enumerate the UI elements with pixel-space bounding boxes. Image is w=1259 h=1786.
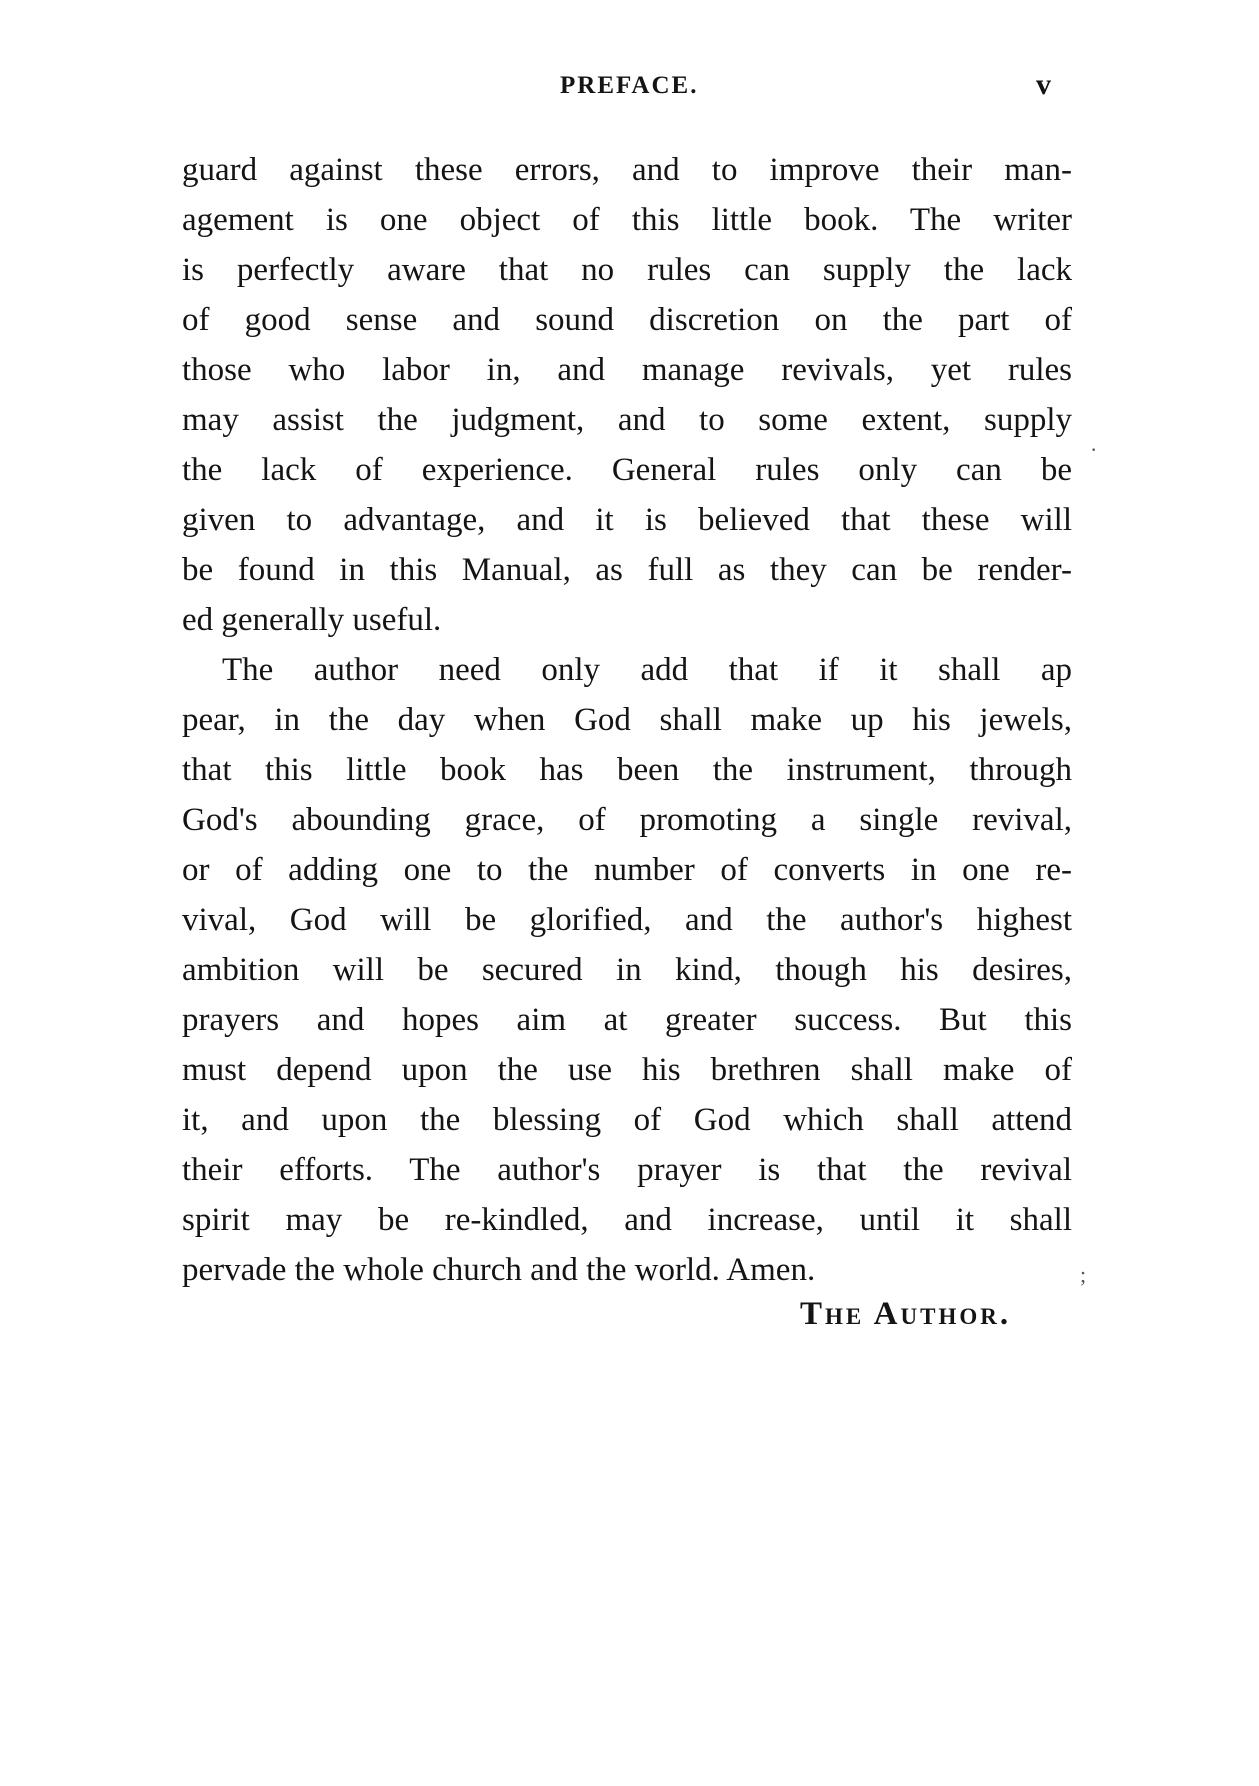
- text-line: agement is one object of this little book. The writer: [182, 202, 1072, 238]
- text-line: given to advantage, and it is believed that these will: [182, 502, 1072, 538]
- margin-speck: ;: [1080, 1262, 1087, 1287]
- text-line: ed generally useful.: [182, 602, 442, 638]
- text-line: that this little book has been the instrument, through: [182, 752, 1072, 788]
- preface-text: [182, 145, 1072, 1295]
- text-line: it, and upon the blessing of God which shall attend: [182, 1102, 1072, 1138]
- text-line: of good sense and sound discretion on the part of: [182, 302, 1072, 338]
- text-line: may assist the judgment, and to some extent, supply: [182, 402, 1072, 438]
- running-head: [0, 70, 1259, 110]
- text-line: prayers and hopes aim at greater success. But this: [182, 1002, 1072, 1038]
- page-number: v: [1036, 68, 1051, 101]
- text-line: vival, God will be glorified, and the author's highest: [182, 902, 1072, 938]
- signature: The Author.: [800, 1296, 1012, 1332]
- text-line: ambition will be secured in kind, though his desires,: [182, 952, 1072, 988]
- text-line: be found in this Manual, as full as they can be render-: [182, 552, 1072, 588]
- text-line: guard against these errors, and to improve their man-: [182, 152, 1072, 188]
- text-line: pear, in the day when God shall make up his jewels,: [182, 702, 1072, 738]
- text-line: God's abounding grace, of promoting a single revival,: [182, 802, 1072, 838]
- text-line: pervade the whole church and the world. Amen.: [182, 1252, 816, 1288]
- text-line: those who labor in, and manage revivals, yet rules: [182, 352, 1072, 388]
- text-line: The author need only add that if it shall ap: [222, 652, 1072, 688]
- text-line: or of adding one to the number of converts in one re-: [182, 852, 1072, 888]
- text-line: the lack of experience. General rules only can be: [182, 452, 1072, 488]
- text-line: their efforts. The author's prayer is that the revival: [182, 1152, 1072, 1188]
- text-line: must depend upon the use his brethren shall make of: [182, 1052, 1072, 1088]
- margin-speck: ·: [1090, 437, 1098, 462]
- text-line: spirit may be re-kindled, and increase, until it shall: [182, 1202, 1072, 1238]
- running-head-title: PREFACE.: [560, 72, 699, 99]
- text-line: is perfectly aware that no rules can supply the lack: [182, 252, 1072, 288]
